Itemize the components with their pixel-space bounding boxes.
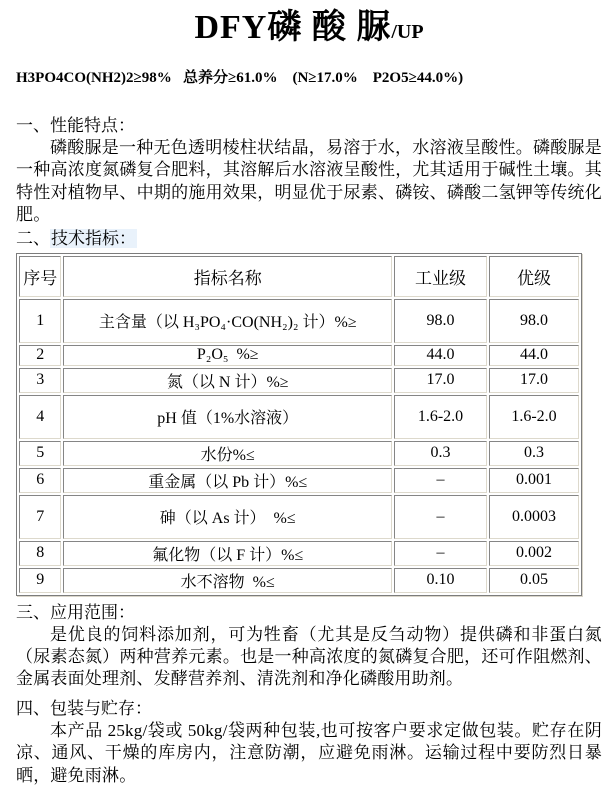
section1-heading: 一、性能特点： (16, 116, 135, 135)
spec-line: H3PO4CO(NH2)2≥98% 总养分≥61.0% (N≥17.0% P2O5≥44.0%) (16, 70, 464, 86)
table-row (19, 441, 579, 466)
row-industrial-value: – (394, 495, 487, 539)
row-premium-value: 0.001 (489, 468, 579, 493)
table-header-name: 指标名称 (63, 256, 392, 297)
row-premium-value: 44.0 (489, 345, 579, 366)
row-no: 7 (19, 495, 61, 539)
row-no: 1 (19, 299, 61, 343)
section3-heading: 三、应用范围： (16, 602, 135, 622)
table-row (19, 568, 579, 593)
table-header-row (19, 256, 579, 297)
row-indicator-name: 水不溶物 %≤ (63, 568, 392, 593)
page-title-main: DFY磷 酸 脲 (194, 9, 392, 46)
row-industrial-value: 17.0 (394, 368, 487, 393)
row-premium-value: 0.05 (489, 568, 579, 593)
section2-prefix: 二、 (16, 228, 50, 248)
row-indicator-name: 主含量（以 H₃PO₄·CO(NH₂)₂ 计）%≥ (63, 299, 392, 343)
row-no: 9 (19, 568, 61, 593)
table-header-industrial: 工业级 (394, 256, 487, 297)
row-indicator-name: pH 值（1%水溶液） (63, 395, 392, 439)
row-industrial-value: 0.3 (394, 441, 487, 466)
row-no: 6 (19, 468, 61, 493)
row-premium-value: 17.0 (489, 368, 579, 393)
section1-paragraph: 磷酸脲是一种无色透明棱柱状结晶，易溶于水，水溶液呈酸性。磷酸脲是一种高浓度氮磷复合肥料，其溶解后水溶液呈酸性，尤其适用于碱性土壤。其特性对植物早、中期的施用效果，明显优于尿素、磷铵、磷酸二氢钾等传统化肥。 (16, 138, 602, 225)
table-row (19, 345, 579, 366)
row-industrial-value: 98.0 (394, 299, 487, 343)
row-industrial-value: 44.0 (394, 345, 487, 366)
row-indicator-name: 砷（以 As 计） %≤ (63, 495, 392, 539)
section2-heading (16, 227, 602, 250)
row-industrial-value: 0.10 (394, 568, 487, 593)
table-row (19, 368, 579, 393)
table-row (19, 299, 579, 343)
page-title-suffix: /UP (391, 21, 424, 43)
table-header-no: 序号 (19, 256, 61, 297)
table-header-premium: 优级 (489, 256, 579, 297)
table-row (19, 468, 579, 493)
spec-table (16, 253, 582, 596)
section4-paragraph: 本产品 25kg/袋或 50kg/袋两种包装,也可按客户要求定做包装。贮存在阴凉、通风、干燥的库房内，注意防潮，应避免雨淋。运输过程中要防烈日暴晒，避免雨淋。 (16, 720, 602, 785)
row-indicator-name: 水份%≤ (63, 441, 392, 466)
table-row (19, 495, 579, 539)
row-indicator-name: P₂O₅ %≥ (63, 345, 392, 366)
row-industrial-value: 1.6-2.0 (394, 395, 487, 439)
row-no: 3 (19, 368, 61, 393)
table-row (19, 395, 579, 439)
row-premium-value: 0.3 (489, 441, 579, 466)
row-premium-value: 0.002 (489, 541, 579, 566)
row-no: 5 (19, 441, 61, 466)
row-premium-value: 1.6-2.0 (489, 395, 579, 439)
row-no: 4 (19, 395, 61, 439)
row-premium-value: 0.0003 (489, 495, 579, 539)
row-industrial-value: – (394, 541, 487, 566)
row-premium-value: 98.0 (489, 299, 579, 343)
row-indicator-name: 重金属（以 Pb 计）%≤ (63, 468, 392, 493)
row-industrial-value: – (394, 468, 487, 493)
section3-paragraph: 是优良的饲料添加剂，可为牲畜（尤其是反刍动物）提供磷和非蛋白氮（尿素态氮）两种营养元素。也是一种高浓度的氮磷复合肥，还可作阻燃剂、金属表面处理剂、发酵营养剂、清洗剂和净化磷酸用助剂。 (16, 624, 602, 689)
row-indicator-name: 氟化物（以 F 计）%≤ (63, 541, 392, 566)
page-title (16, 6, 602, 54)
tech-indicators-highlight: 技术指标： (51, 228, 136, 248)
row-indicator-name: 氮（以 N 计）%≥ (63, 368, 392, 393)
section4-heading: 四、包装与贮存： (16, 698, 152, 718)
row-no: 2 (19, 345, 61, 366)
table-row (19, 541, 579, 566)
row-no: 8 (19, 541, 61, 566)
